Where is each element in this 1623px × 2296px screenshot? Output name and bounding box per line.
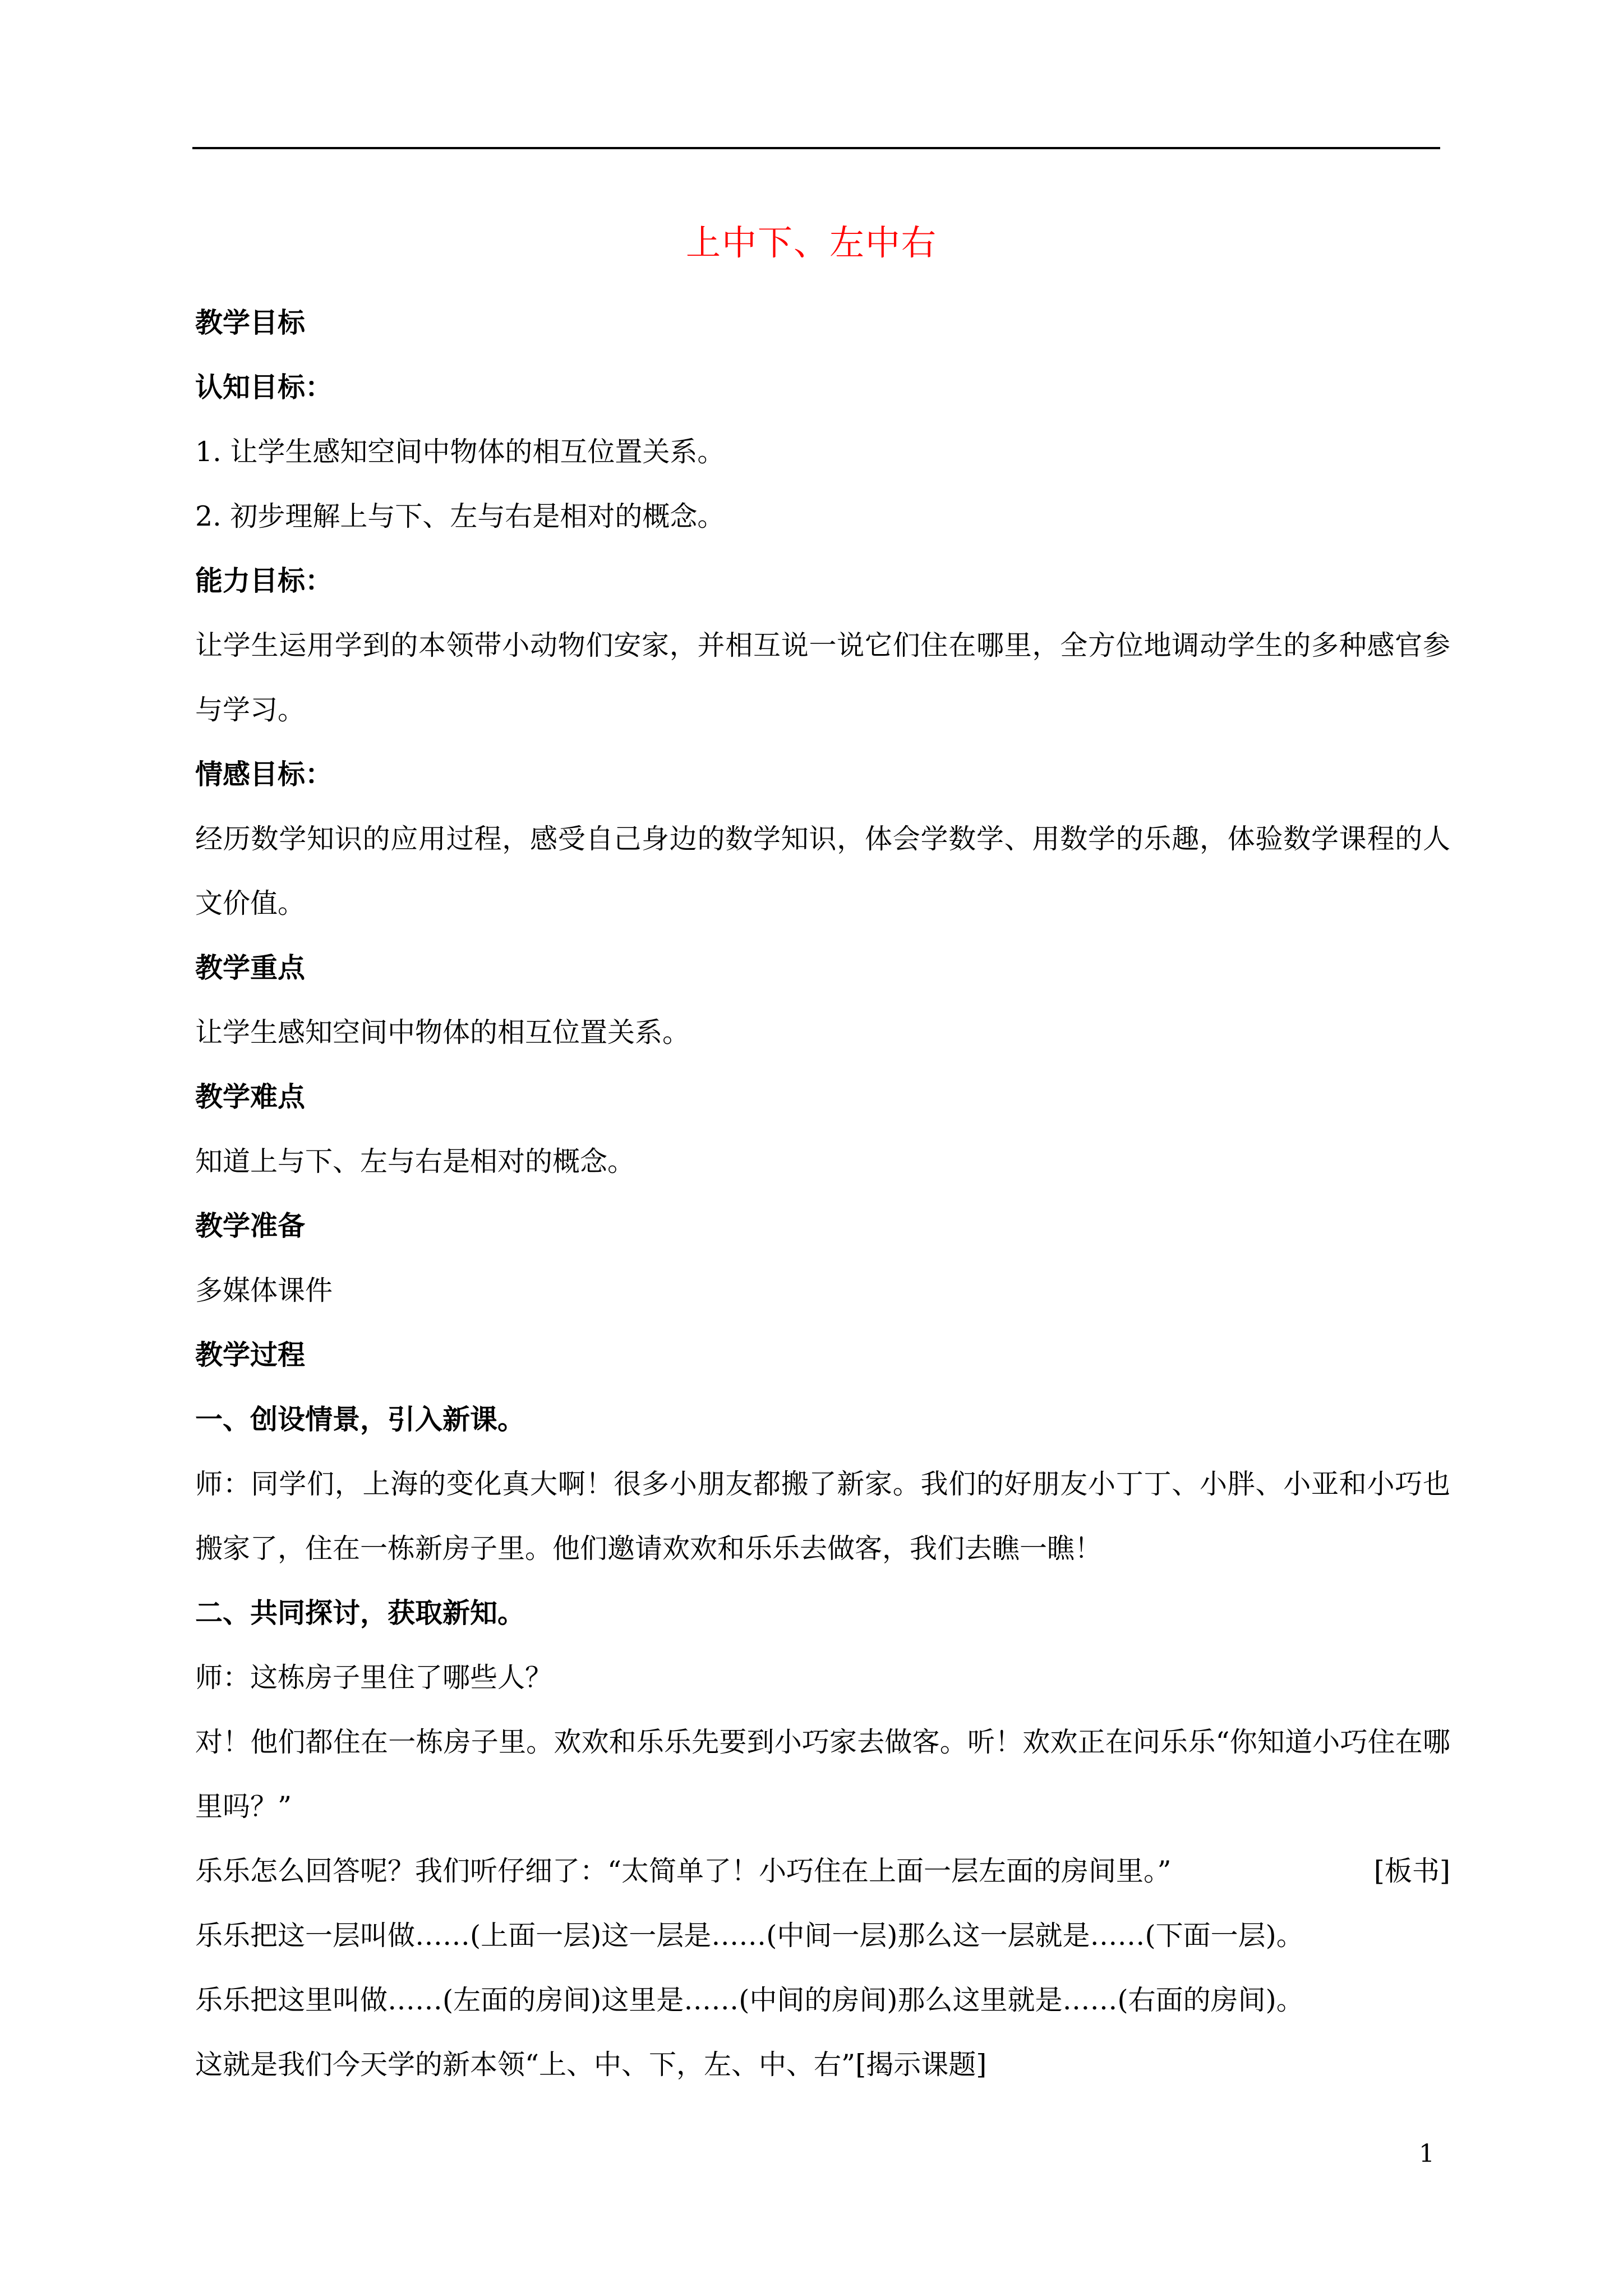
heading-teaching-process: 教学过程 [195,1338,306,1371]
step-2-dialogue: 对！他们都住在一栋房子里。欢欢和乐乐先要到小巧家去做客。听！欢欢正在问乐乐“你知道小巧住在哪里吗？” [195,1726,1450,1823]
header-rule [192,147,1440,149]
preparation-text: 多媒体课件 [195,1274,333,1306]
step-2-answer-text: 乐乐怎么回答呢？我们听仔细了：“太简单了！小巧住在上面一层左面的房间里。” [195,1855,1172,1887]
heading-emotional-goals: 情感目标： [195,758,333,790]
heading-step-2: 二、共同探讨，获取新知。 [195,1596,525,1629]
heading-ability-goals: 能力目标： [195,564,333,597]
lesson-topic-line: 这就是我们今天学的新本领“上、中、下，左、中、右”[揭示课题] [195,2049,987,2081]
heading-difficulty: 教学难点 [195,1080,306,1113]
heading-key-point: 教学重点 [195,951,306,984]
ability-goals-text: 让学生运用学到的本领带小动物们安家，并相互说一说它们住在哪里，全方位地调动学生的多种感官参与学习。 [195,629,1450,726]
cognitive-goal-2: 2. 初步理解上与下、左与右是相对的概念。 [195,500,725,532]
heading-preparation: 教学准备 [195,1209,306,1242]
emotional-goals-text: 经历数学知识的应用过程，感受自己身边的数学知识，体会学数学、用数学的乐趣，体验数学课程的人文价值。 [195,823,1450,919]
heading-teaching-goals: 教学目标 [195,306,306,339]
room-explanation: 乐乐把这里叫做……(左面的房间)这里是……(中间的房间)那么这里就是……(右面的房间)。 [195,1984,1304,2016]
board-note: [板书] [1373,1855,1450,1887]
step-1-paragraph: 师：同学们，上海的变化真大啊！很多小朋友都搬了新家。我们的好朋友小丁丁、小胖、小亚和小巧也搬家了，住在一栋新房子里。他们邀请欢欢和乐乐去做客，我们去瞧一瞧！ [195,1468,1450,1565]
step-2-answer-line [195,1839,1450,1903]
floor-explanation: 乐乐把这一层叫做……(上面一层)这一层是……(中间一层)那么这一层就是……(下面一层)。 [195,1920,1304,1952]
document-body [195,291,1450,2097]
difficulty-text: 知道上与下、左与右是相对的概念。 [195,1145,635,1177]
heading-cognitive-goals: 认知目标： [195,371,333,403]
page-title: 上中下、左中右 [685,222,937,263]
step-2-question: 师：这栋房子里住了哪些人？ [195,1662,553,1694]
key-point-text: 让学生感知空间中物体的相互位置关系。 [195,1016,690,1048]
page-number: 1 [1419,2139,1435,2168]
cognitive-goal-1: 1. 让学生感知空间中物体的相互位置关系。 [195,436,725,468]
heading-step-1: 一、创设情景，引入新课。 [195,1403,525,1435]
